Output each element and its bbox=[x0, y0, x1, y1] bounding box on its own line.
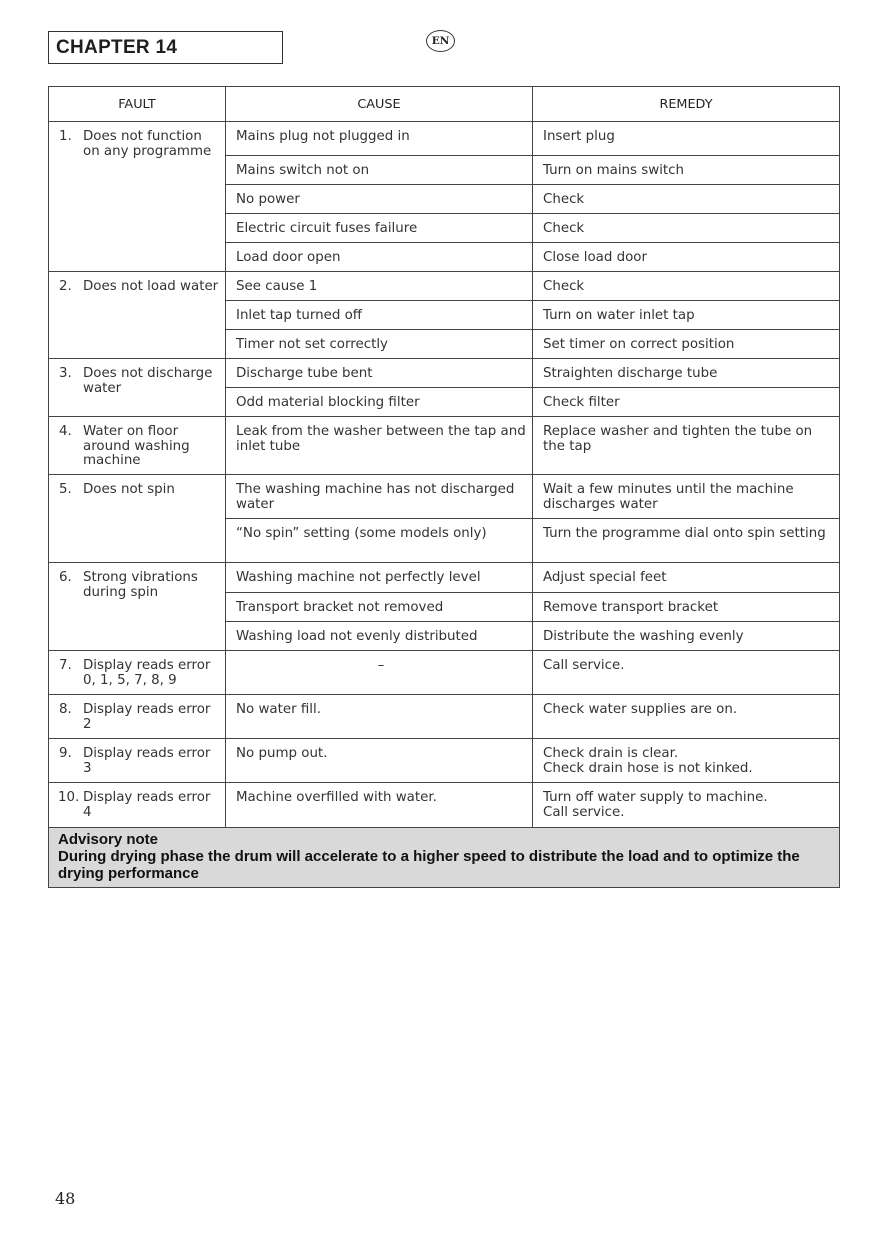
fault-cell bbox=[49, 417, 226, 475]
cause-cell: Leak from the washer between the tap and inlet tube bbox=[226, 417, 533, 475]
cause-cell: Inlet tap turned off bbox=[226, 301, 533, 330]
fault-text: Display reads error 3 bbox=[83, 746, 211, 776]
remedy-cell: Distribute the washing evenly bbox=[533, 622, 840, 651]
chapter-title: CHAPTER 14 bbox=[48, 31, 283, 64]
cause-cell: The washing machine has not discharged water bbox=[226, 475, 533, 519]
remedy-cell: Check bbox=[533, 185, 840, 214]
cause-cell: Machine overfilled with water. bbox=[226, 783, 533, 828]
page-number: 48 bbox=[55, 1189, 76, 1208]
remedy-cell: Check water supplies are on. bbox=[533, 695, 840, 739]
fault-number: 2. bbox=[59, 279, 72, 294]
cause-cell: Transport bracket not removed bbox=[226, 593, 533, 622]
table-row bbox=[49, 563, 840, 593]
fault-cell bbox=[49, 359, 226, 417]
table-row bbox=[49, 272, 840, 301]
header-fault: FAULT bbox=[49, 87, 226, 122]
fault-cell bbox=[49, 739, 226, 783]
table-row bbox=[49, 122, 840, 156]
remedy-cell: Turn on water inlet tap bbox=[533, 301, 840, 330]
fault-text: Strong vibrations during spin bbox=[83, 570, 198, 600]
troubleshooting-table bbox=[48, 86, 840, 888]
remedy-cell: Remove transport bracket bbox=[533, 593, 840, 622]
remedy-cell: Set timer on correct position bbox=[533, 330, 840, 359]
cause-cell: Mains plug not plugged in bbox=[226, 122, 533, 156]
fault-cell bbox=[49, 783, 226, 828]
fault-number: 1. bbox=[59, 129, 72, 144]
remedy-cell: Check bbox=[533, 272, 840, 301]
advisory-note bbox=[49, 828, 840, 888]
remedy-cell: Call service. bbox=[533, 651, 840, 695]
remedy-cell: Wait a few minutes until the machine discharges water bbox=[533, 475, 840, 519]
fault-text: Display reads error 0, 1, 5, 7, 8, 9 bbox=[83, 658, 211, 688]
cause-cell: No water fill. bbox=[226, 695, 533, 739]
fault-number: 6. bbox=[59, 570, 72, 585]
advisory-title: Advisory note bbox=[58, 831, 159, 848]
cause-cell: No pump out. bbox=[226, 739, 533, 783]
cause-cell: “No spin” setting (some models only) bbox=[226, 519, 533, 563]
remedy-cell: Straighten discharge tube bbox=[533, 359, 840, 388]
fault-cell bbox=[49, 695, 226, 739]
fault-number: 4. bbox=[59, 424, 72, 439]
table-row bbox=[49, 475, 840, 519]
remedy-cell: Check filter bbox=[533, 388, 840, 417]
fault-text: Does not load water bbox=[83, 279, 219, 294]
remedy-cell: Turn off water supply to machine. Call service. bbox=[533, 783, 840, 828]
remedy-cell: Turn on mains switch bbox=[533, 156, 840, 185]
table-header-row bbox=[49, 87, 840, 122]
table-row bbox=[49, 695, 840, 739]
remedy-cell: Check bbox=[533, 214, 840, 243]
fault-text: Does not function on any programme bbox=[83, 129, 212, 159]
fault-number: 8. bbox=[59, 702, 72, 717]
fault-number: 3. bbox=[59, 366, 72, 381]
advisory-text: During drying phase the drum will accelerate to a higher speed to distribute the load and to optimize the drying performance bbox=[58, 848, 800, 882]
cause-cell: Mains switch not on bbox=[226, 156, 533, 185]
header-cause: CAUSE bbox=[226, 87, 533, 122]
cause-cell: Load door open bbox=[226, 243, 533, 272]
cause-cell: Electric circuit fuses failure bbox=[226, 214, 533, 243]
remedy-cell: Close load door bbox=[533, 243, 840, 272]
fault-number: 7. bbox=[59, 658, 72, 673]
fault-number: 5. bbox=[59, 482, 72, 497]
fault-text: Does not spin bbox=[83, 482, 175, 497]
fault-cell bbox=[49, 563, 226, 651]
table-row bbox=[49, 783, 840, 828]
cause-cell: Timer not set correctly bbox=[226, 330, 533, 359]
fault-number: 10. bbox=[58, 790, 80, 805]
cause-cell: Discharge tube bent bbox=[226, 359, 533, 388]
table-row bbox=[49, 417, 840, 475]
fault-cell bbox=[49, 651, 226, 695]
fault-number: 9. bbox=[59, 746, 72, 761]
cause-cell: Washing load not evenly distributed bbox=[226, 622, 533, 651]
fault-text: Display reads error 4 bbox=[83, 790, 211, 820]
fault-cell bbox=[49, 475, 226, 563]
cause-cell: – bbox=[226, 651, 533, 695]
fault-text: Water on floor around washing machine bbox=[83, 424, 190, 469]
cause-cell: See cause 1 bbox=[226, 272, 533, 301]
table-row bbox=[49, 359, 840, 388]
fault-cell bbox=[49, 122, 226, 272]
remedy-cell: Adjust special feet bbox=[533, 563, 840, 593]
advisory-row bbox=[49, 828, 840, 888]
header-remedy: REMEDY bbox=[533, 87, 840, 122]
remedy-cell: Check drain is clear. Check drain hose is not kinked. bbox=[533, 739, 840, 783]
fault-cell bbox=[49, 272, 226, 359]
cause-cell: Odd material blocking filter bbox=[226, 388, 533, 417]
remedy-cell: Insert plug bbox=[533, 122, 840, 156]
fault-text: Display reads error 2 bbox=[83, 702, 211, 732]
cause-cell: Washing machine not perfectly level bbox=[226, 563, 533, 593]
table-row bbox=[49, 651, 840, 695]
table-row bbox=[49, 739, 840, 783]
language-badge: EN bbox=[426, 30, 455, 52]
remedy-cell: Replace washer and tighten the tube on the tap bbox=[533, 417, 840, 475]
cause-cell: No power bbox=[226, 185, 533, 214]
remedy-cell: Turn the programme dial onto spin setting bbox=[533, 519, 840, 563]
fault-text: Does not discharge water bbox=[83, 366, 213, 396]
